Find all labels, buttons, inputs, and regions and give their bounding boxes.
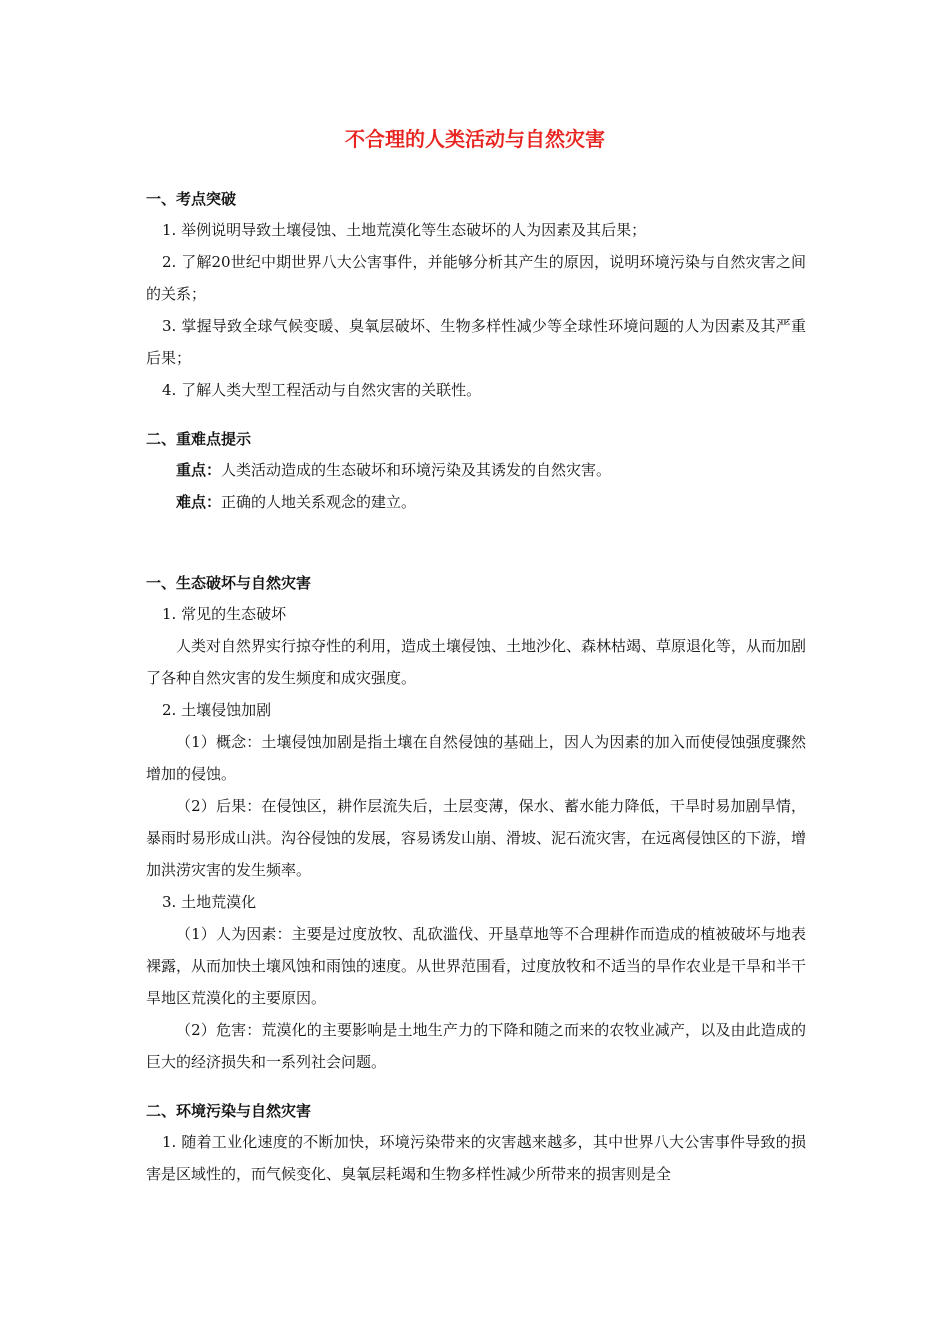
paragraph: （1）概念：土壤侵蚀加剧是指土壤在自然侵蚀的基础上，因人为因素的加入而使侵蚀强度骤然增加的侵蚀。	[146, 733, 806, 783]
exam-point-item: 3. 掌握导致全球气候变暖、臭氧层破坏、生物多样性减少等全球性环境问题的人为因素及其严重后果；	[146, 317, 806, 367]
difficulty-text: 正确的人地关系观念的建立。	[221, 493, 417, 511]
exam-point-item: 2. 了解20世纪中期世界八大公害事件，并能够分析其产生的原因，说明环境污染与自然灾害之间的关系；	[146, 253, 806, 303]
section-heading-key-points: 二、重难点提示	[146, 430, 252, 448]
difficulty-label: 难点：	[176, 493, 222, 511]
exam-point-item: 1. 举例说明导致土壤侵蚀、土地荒漠化等生态破坏的人为因素及其后果；	[162, 221, 647, 239]
paragraph: 人类对自然界实行掠夺性的利用，造成土壤侵蚀、土地沙化、森林枯竭、草原退化等，从而加剧了各种自然灾害的发生频度和成灾强度。	[146, 637, 807, 687]
subsection-title: 1. 常见的生态破坏	[162, 605, 287, 623]
key-point-text: 人类活动造成的生态破坏和环境污染及其诱发的自然灾害。	[221, 461, 612, 479]
document-body	[146, 184, 806, 1190]
section-heading-exam-points: 一、考点突破	[146, 190, 237, 208]
paragraph: （2）后果：在侵蚀区，耕作层流失后，土层变薄，保水、蓄水能力降低，干旱时易加剧旱情，暴雨时易形成山洪。沟谷侵蚀的发展，容易诱发山崩、滑坡、泥石流灾害，在远离侵蚀区的下游，增加洪涝灾害的发生频率。	[146, 797, 807, 879]
document-title: 不合理的人类活动与自然灾害	[345, 127, 605, 151]
paragraph: （2）危害：荒漠化的主要影响是土地生产力的下降和随之而来的农牧业减产，以及由此造成的巨大的经济损失和一系列社会问题。	[146, 1021, 806, 1071]
key-point-line	[146, 454, 806, 486]
difficulty-line	[146, 486, 806, 518]
subsection-title: 2. 土壤侵蚀加剧	[162, 701, 272, 719]
exam-point-item: 4. 了解人类大型工程活动与自然灾害的关联性。	[162, 381, 482, 399]
section-heading-pollution: 二、环境污染与自然灾害	[146, 1102, 312, 1120]
key-point-label: 重点：	[176, 461, 222, 479]
paragraph: （1）人为因素：主要是过度放牧、乱砍滥伐、开垦草地等不合理耕作而造成的植被破坏与地表裸露，从而加快土壤风蚀和雨蚀的速度。从世界范围看，过度放牧和不适当的旱作农业是干旱和半干旱地区荒漠化的主要原因。	[146, 925, 807, 1007]
subsection-title: 3. 土地荒漠化	[162, 893, 257, 911]
paragraph: 1. 随着工业化速度的不断加快，环境污染带来的灾害越来越多，其中世界八大公害事件导致的损害是区域性的，而气候变化、臭氧层耗竭和生物多样性减少所带来的损害则是全	[146, 1133, 806, 1183]
section-heading-ecological-damage: 一、生态破坏与自然灾害	[146, 574, 312, 592]
